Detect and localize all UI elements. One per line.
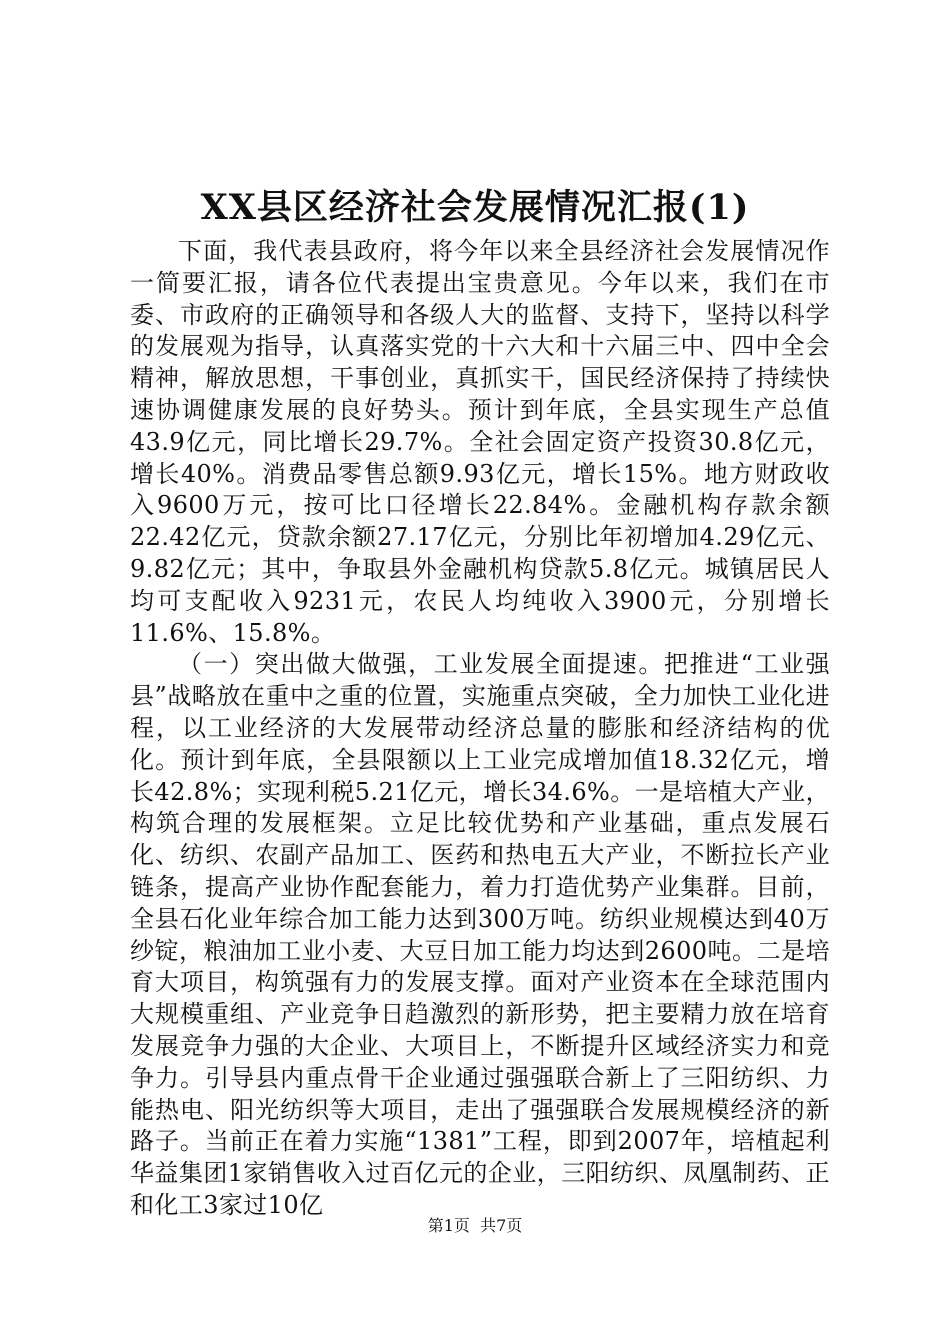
paragraph-industry: （一）突出做大做强，工业发展全面提速。把推进“工业强县”战略放在重中之重的位置，实施重点突破，全力加快工业化进程，以工业经济的大发展带动经济总量的膨胀和经济结构的优化。预计到年底，全县限额以上工业完成增加值18.32亿元，增长42.8%；实现利税5.21亿元，增长34.6%。一是培植大产业，构筑合理的发展框架。立足比较优势和产业基础，重点发展石化、纺织、农副产品加工、医药和热电五大产业，不断拉长产业链条，提高产业协作配套能力，着力打造优势产业集群。目前，全县石化业年综合加工能力达到300万吨。纺织业规模达到40万纱锭，粮油加工业小麦、大豆日加工能力均达到2600吨。二是培育大项目，构筑强有力的发展支撑。面对产业资本在全球范围内大规模重组、产业竞争日趋激烈的新形势，把主要精力放在培育发展竞争力强的大企业、大项目上，不断提升区域经济实力和竞争力。引导县内重点骨干企业通过强强联合新上了三阳纺织、力能热电、阳光纺织等大项目，走出了强强联合发展规模经济的新路子。当前正在着力实施“1381”工程，即到2007年，培植起利华益集团1家销售收入过百亿元的企业，三阳纺织、凤凰制药、正和化工3家过10亿 [130, 650, 830, 1219]
page-number: 第1页 [427, 1216, 470, 1235]
document-title: XX县区经济社会发展情况汇报(1) [200, 187, 750, 228]
paragraph-intro: 下面，我代表县政府，将今年以来全县经济社会发展情况作一简要汇报，请各位代表提出宝贵意见。今年以来，我们在市委、市政府的正确领导和各级人大的监督、支持下，坚持以科学的发展观为指导，认真落实党的十六大和十六届三中、四中全会精神，解放思想，干事创业，真抓实干，国民经济保持了持续快速协调健康发展的良好势头。预计到年底，全县实现生产总值43.9亿元，同比增长29.7%。全社会固定资产投资30.8亿元，增长40%。消费品零售总额9.93亿元，增长15%。地方财政收入9600万元，按可比口径增长22.84%。金融机构存款余额22.42亿元，贷款余额27.17亿元，分别比年初增加4.29亿元、9.82亿元；其中，争取县外金融机构贷款5.8亿元。城镇居民人均可支配收入9231元，农民人均纯收入3900元，分别增长11.6%、15.8%。 [130, 237, 830, 647]
page-footer [0, 1216, 950, 1236]
document-body [130, 236, 830, 1222]
page-total: 共7页 [480, 1216, 523, 1235]
